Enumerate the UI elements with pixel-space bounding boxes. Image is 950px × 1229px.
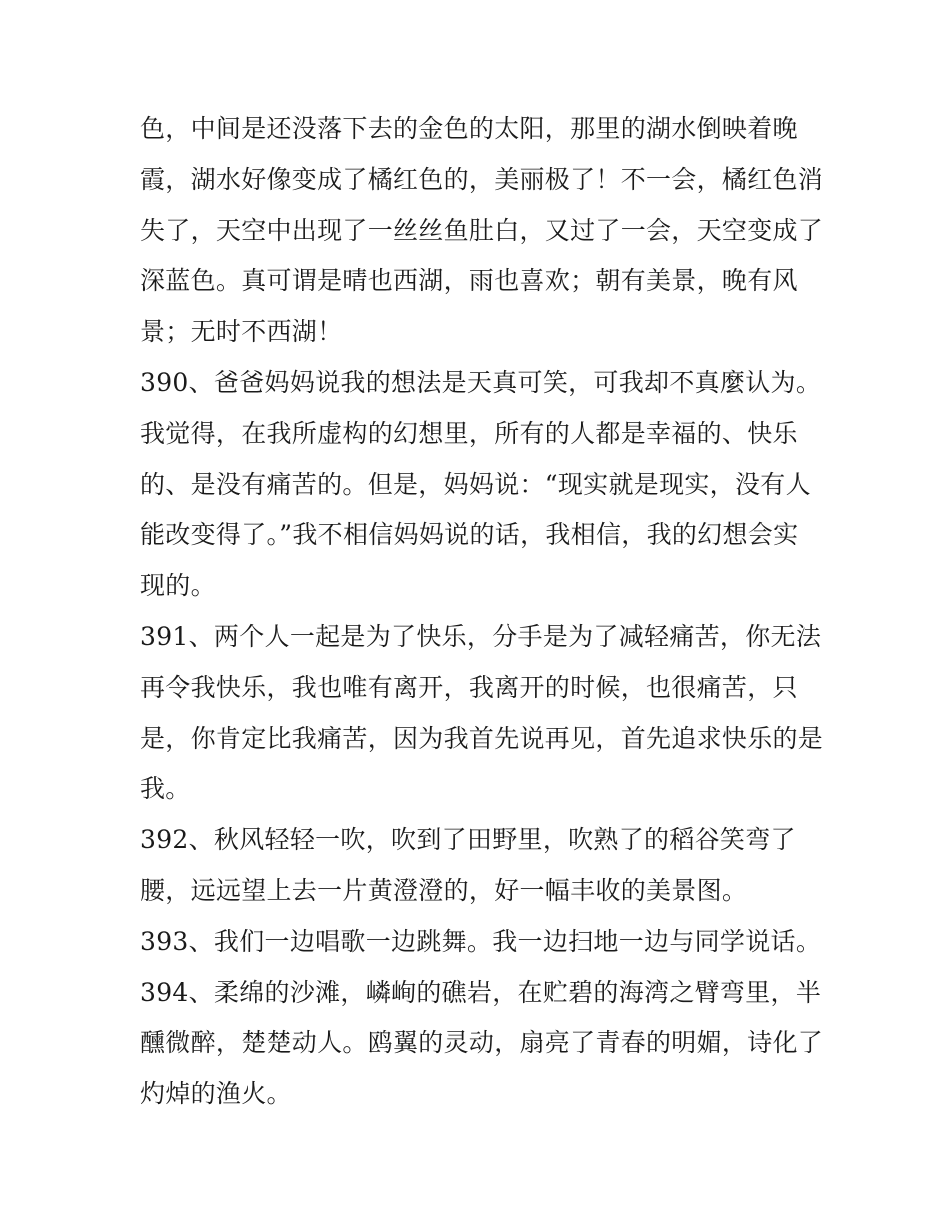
text-line: 391、两个人一起是为了快乐，分手是为了减轻痛苦，你无法 bbox=[140, 621, 822, 651]
text-line: 醺微醉，楚楚动人。鸥翼的灵动，扇亮了青春的明媚，诗化了 bbox=[140, 1028, 824, 1058]
text-line: 再令我快乐，我也唯有离开，我离开的时候，也很痛苦，只 bbox=[140, 672, 798, 702]
text-line: 现的。 bbox=[140, 571, 216, 601]
text-line: 是，你肯定比我痛苦，因为我首先说再见，首先追求快乐的是 bbox=[140, 723, 824, 753]
text-line: 我觉得，在我所虚构的幻想里，所有的人都是幸福的、快乐 bbox=[140, 418, 798, 448]
body-text bbox=[140, 104, 824, 1120]
text-line: 390、爸爸妈妈说我的想法是天真可笑，可我却不真麼认为。 bbox=[140, 367, 822, 397]
text-line: 我。 bbox=[140, 774, 191, 804]
text-line: 394、柔绵的沙滩，嶙峋的礁岩，在贮碧的海湾之臂弯里，半 bbox=[140, 977, 822, 1007]
text-line: 色，中间是还没落下去的金色的太阳，那里的湖水倒映着晚 bbox=[140, 114, 798, 143]
text-line: 的、是没有痛苦的。但是，妈妈说：“现实就是现实，没有人 bbox=[140, 469, 811, 499]
text-line: 灼焯的渔火。 bbox=[140, 1079, 292, 1109]
text-line: 腰，远远望上去一片黄澄澄的，好一幅丰收的美景图。 bbox=[140, 875, 748, 905]
text-line: 深蓝色。真可谓是晴也西湖，雨也喜欢；朝有美景，晚有风 bbox=[140, 266, 798, 296]
text-line: 失了，天空中出现了一丝丝鱼肚白，又过了一会，天空变成了 bbox=[140, 215, 824, 245]
text-line: 能改变得了。”我不相信妈妈说的话，我相信，我的幻想会实 bbox=[140, 520, 799, 550]
text-line: 景；无时不西湖！ bbox=[140, 317, 343, 347]
text-line: 392、秋风轻轻一吹，吹到了田野里，吹熟了的稻谷笑弯了 bbox=[140, 825, 796, 855]
text-line: 霞，湖水好像变成了橘红色的，美丽极了！不一会，橘红色消 bbox=[140, 164, 824, 194]
text-line: 393、我们一边唱歌一边跳舞。我一边扫地一边与同学说话。 bbox=[140, 926, 822, 956]
